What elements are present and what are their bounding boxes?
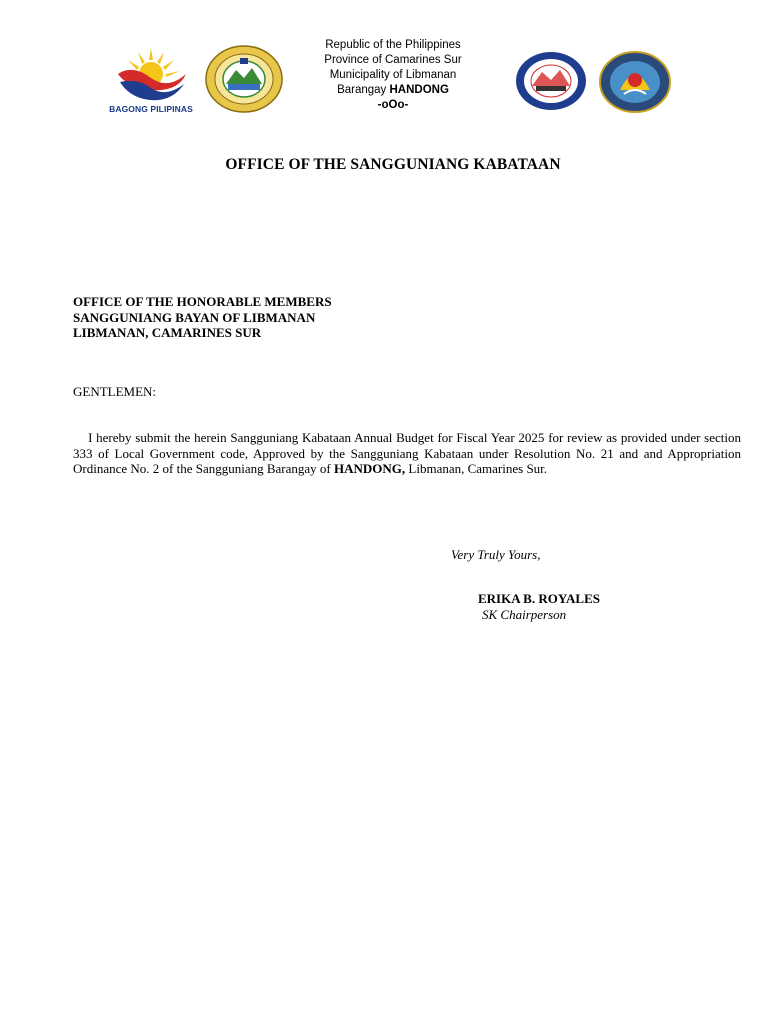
header-barangay bbox=[290, 83, 496, 98]
body-place: HANDONG, bbox=[334, 461, 406, 476]
letterhead-address bbox=[290, 38, 496, 113]
recipient-line-3: LIBMANAN, CAMARINES SUR bbox=[73, 325, 262, 340]
header-municipality: Municipality of Libmanan bbox=[329, 69, 457, 81]
barangay-handong-seal-icon bbox=[514, 50, 588, 112]
body-text: I hereby submit the herein Sangguniang Kabataan Annual Budget for Fiscal Year 2025 for review as provided under section 333 of Local Government code, Approved by the Sangguniang Kabataan under Resolution No. 21 and and Appropriation Ordinance No. 2 of the Sangguniang Barangay of bbox=[73, 430, 742, 476]
body-paragraph bbox=[73, 430, 741, 477]
bagong-pilipinas-logo bbox=[108, 44, 194, 116]
sk-handong-seal bbox=[598, 50, 672, 114]
barangay-handong-seal bbox=[514, 50, 588, 112]
office-title: OFFICE OF THE SANGGUNIANG KABATAAN bbox=[225, 156, 561, 173]
sk-handong-seal-icon bbox=[598, 50, 672, 114]
libmanan-seal bbox=[204, 44, 284, 114]
bagong-pilipinas-caption: BAGONG PILIPINAS bbox=[109, 104, 193, 114]
body-tail: Libmanan, Camarines Sur. bbox=[405, 461, 548, 476]
recipient-line-2: SANGGUNIANG BAYAN OF LIBMANAN bbox=[73, 309, 316, 325]
header-ornament bbox=[290, 98, 496, 113]
bagong-pilipinas-icon bbox=[108, 44, 194, 104]
recipient-line-1: OFFICE OF THE HONORABLE MEMBERS bbox=[73, 294, 332, 309]
libmanan-seal-icon bbox=[204, 44, 284, 114]
closing: Very Truly Yours, bbox=[451, 547, 541, 562]
header-republic: Republic of the Philippines bbox=[325, 39, 461, 51]
salutation: GENTLEMEN: bbox=[73, 384, 157, 399]
recipient-block bbox=[73, 294, 332, 341]
signatory-title: SK Chairperson bbox=[482, 607, 567, 622]
header-province: Province of Camarines Sur bbox=[324, 54, 462, 66]
signatory-name: ERIKA B. ROYALES bbox=[478, 591, 600, 606]
ornament-text: -oOo- bbox=[377, 99, 409, 111]
barangay-prefix: Barangay bbox=[337, 84, 390, 96]
barangay-name: HANDONG bbox=[389, 84, 449, 96]
